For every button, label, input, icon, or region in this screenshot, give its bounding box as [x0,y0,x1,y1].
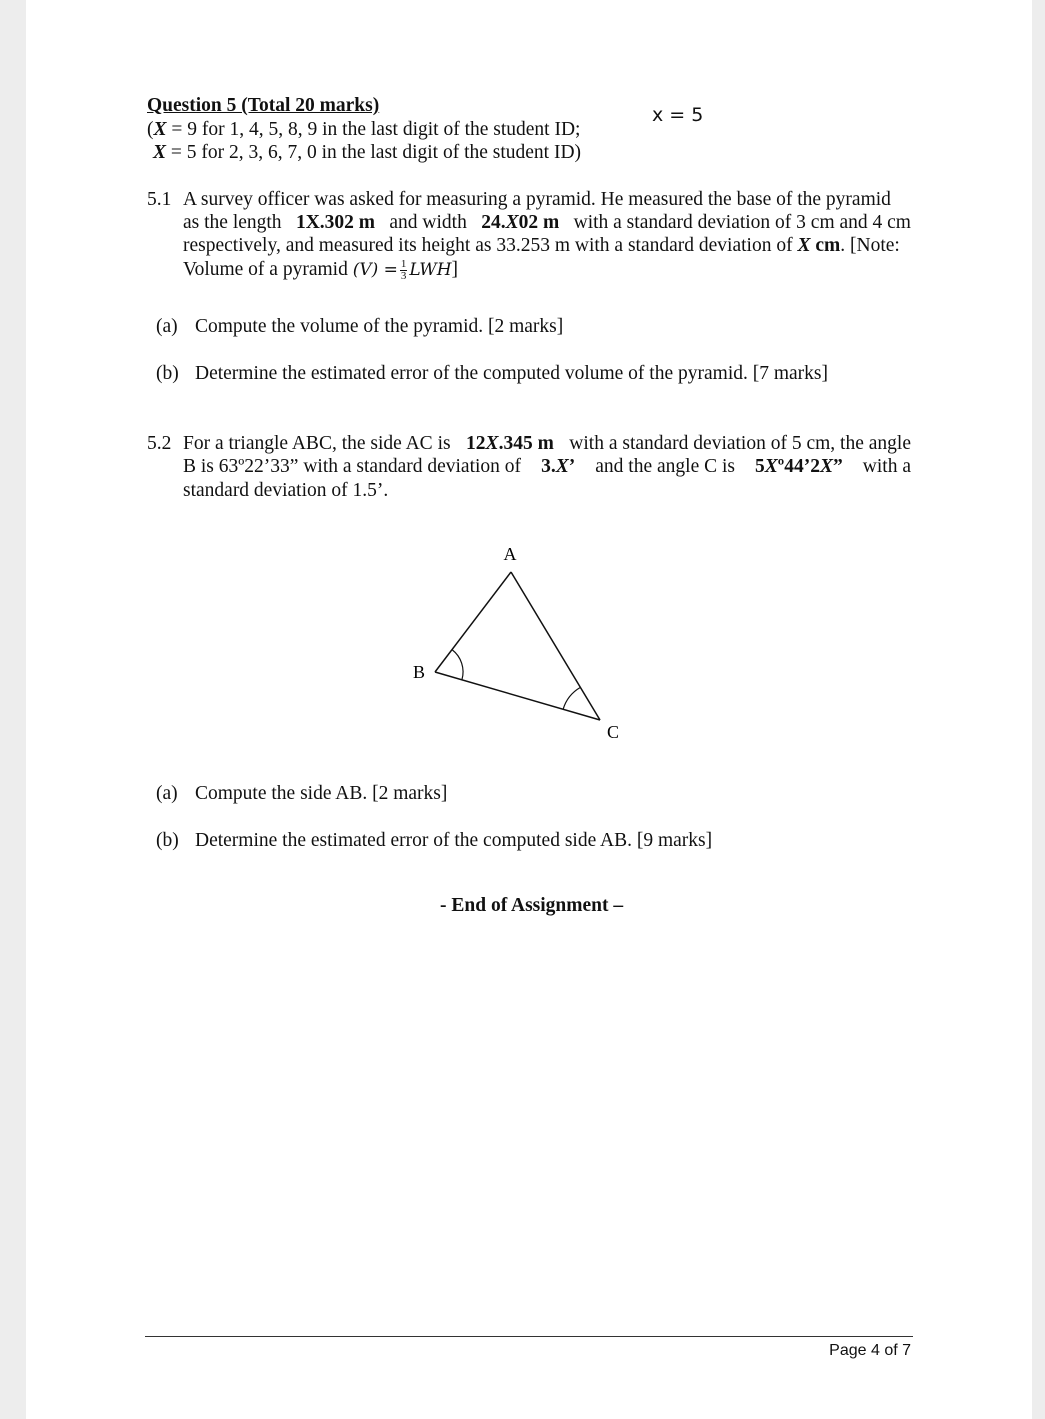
q51-line-2: as the length 1X.302 m and width 24.X02 m with a standard deviation of 3 cm and 4 cm [183,212,911,233]
question-title: Question 5 (Total 20 marks) [147,95,380,116]
q52-line-3: standard deviation of 1.5’. [183,480,389,501]
rule-line-1: (X = 9 for 1, 4, 5, 8, 9 in the last digit of the student ID; [147,119,581,140]
q51-part-b-text: Determine the estimated error of the computed volume of the pyramid. [7 marks] [195,363,828,384]
page-number: Page 4 of 7 [829,1342,911,1359]
q51-part-b-label: (b) [156,363,179,384]
q51-line-1: A survey officer was asked for measuring a pyramid. He measured the base of the pyramid [183,189,891,210]
angle-b-arc [452,650,463,680]
q51-line-4-volume-formula: Volume of a pyramid (V) = $\frac{1}{3}$ LWH] [183,258,459,283]
q51-number: 5.1 [147,189,172,210]
q51-line-3: respectively, and measured its height as 33.253 m with a standard deviation of X cm. [Note: [183,235,900,256]
q52-part-b-label: (b) [156,830,179,851]
side-ab [435,572,511,672]
q52-number: 5.2 [147,433,172,454]
q52-part-a-text: Compute the side AB. [2 marks] [195,783,448,804]
angle-c-arc [563,687,580,709]
q52-part-a-label: (a) [156,783,178,804]
handwritten-note: x = 5 [652,104,704,126]
rule-line-2: X = 5 for 2, 3, 6, 7, 0 in the last digit of the student ID) [153,142,582,163]
fraction-one-third: $\frac{1}{3}$ [400,258,407,283]
vertex-a-label: A [503,544,517,564]
q52-part-b-text: Determine the estimated error of the computed side AB. [9 marks] [195,830,713,851]
q51-part-a-text: Compute the volume of the pyramid. [2 marks] [195,316,564,337]
triangle-abc-diagram [400,540,640,750]
q52-line-1: For a triangle ABC, the side AC is 12X.345 m with a standard deviation of 5 cm, the angle [183,433,911,454]
q51-part-a-label: (a) [156,316,178,337]
end-of-assignment: - End of Assignment – [440,895,624,916]
q52-line-2: B is 63º22’33” with a standard deviation of 3.X’ and the angle C is 5Xº44’2X” with a [183,456,911,477]
footer-divider [145,1336,913,1337]
vertex-b-label: B [412,662,426,682]
vertex-c-label: C [606,722,620,742]
